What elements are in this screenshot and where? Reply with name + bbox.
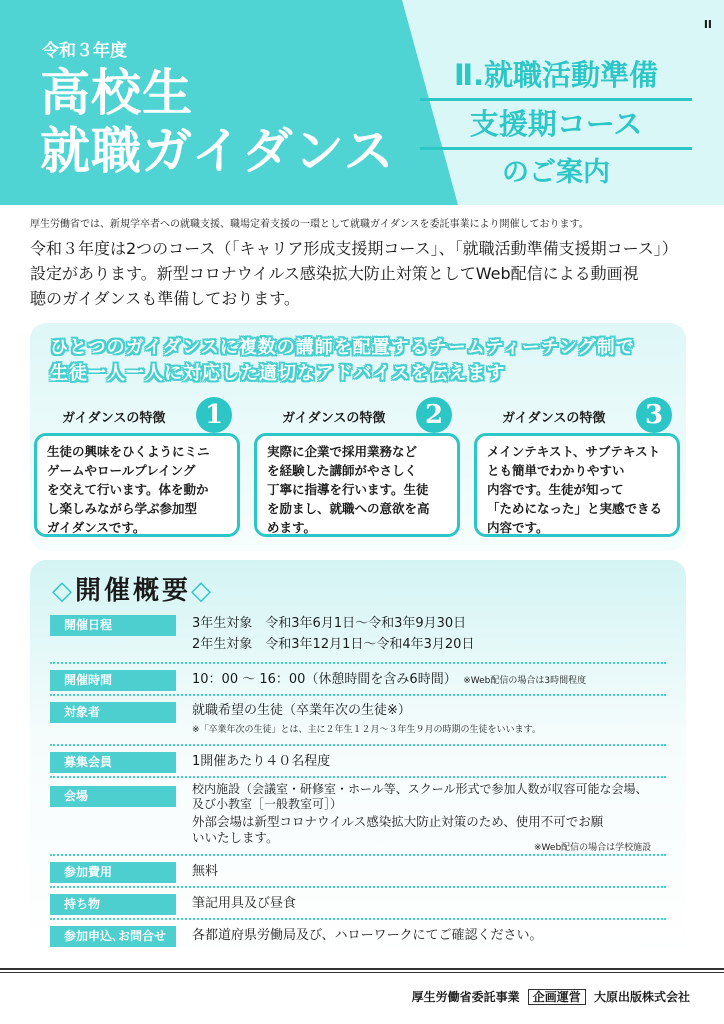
feature-text-line: 内容です。 [487,520,549,535]
overview-title [52,570,214,607]
row-label: 参加費用 [50,862,176,883]
venue-line-1: 校内施設（会議室・研修室・ホール等、スクール形式で参加人数が収容可能な会場、 [192,782,648,796]
venue-line-4: いいたします。 [192,830,279,845]
page-title [40,64,395,180]
overview-panel [30,560,686,960]
feature-description [474,433,680,537]
contact-row [50,922,666,952]
feature-text-line: 丁寧に指導を行います。生徒 [267,482,429,497]
venue-line-2: 及び小教室［一般教室可］） [192,797,343,811]
features-headline-1: ひとつのガイダンスに複数の講師を配置するチームティーチング制で [50,337,635,358]
feature-description [254,433,460,537]
feature-description [34,433,240,537]
feature-text-line: 生徒の興味をひくようにミニ [47,444,210,459]
footer-divider [0,972,724,973]
row-label: 募集会員 [50,752,176,773]
feature-text-line: めます。 [267,520,317,535]
feature-text-line: 実際に企業で採用業務など [267,444,418,459]
feature-card-3 [474,399,684,539]
overview-title-text: 開催概要 [75,576,192,606]
venue-note: ※Web配信の場合は学校施設 [534,843,652,853]
course-line-3: のご案内 [502,157,610,188]
schedule-3rd-year: 3年生対象 令和3年6月1日〜令和3年9月30日 [192,616,467,631]
venue-line-3: 外部会場は新型コロナウイルス感染拡大防止対策のため、使用不可でお願 [192,814,604,829]
target-value: 就職希望の生徒（卒業年次の生徒※） [192,703,411,718]
title-line-1: 高校生 [40,64,193,122]
feature-label: ガイダンスの特徴 [502,411,606,426]
row-label: 開催日程 [50,615,176,636]
feature-number-badge: 2 [416,397,452,433]
feature-text-line: し楽しみながら学ぶ参加型 [47,501,198,516]
row-label: 会場 [50,786,176,807]
page-number: II [703,18,712,31]
feature-text-line: を励まし、就職への意欲を高 [267,501,430,516]
feature-text-line: を交えて行います。体を動か [47,482,209,497]
venue-row [50,780,666,856]
contact-value: 各都道府県労働局及び、ハローワークにてご確認ください。 [192,928,543,943]
feature-label: ガイダンスの特徴 [282,411,386,426]
intro-line-2: 設定があります。新型コロナウイルス感染拡大防止対策としてWeb配信による動画視 [30,264,639,283]
feature-text-line: とも簡単でわかりやすい [487,463,625,478]
feature-text-line: 内容です。生徒が知って [487,482,624,497]
row-label: 対象者 [50,702,176,723]
features-headline-2: 生徒一人一人に対応した適切なアドバイスを伝えます [50,363,506,384]
course-line-1: Ⅱ.就職活動準備 [420,52,692,101]
feature-text-line: 「ためになった」と実感できる [487,501,663,516]
footer-company: 大原出版株式会社 [593,990,690,1004]
time-value [192,670,586,691]
feature-label: ガイダンスの特徴 [62,411,166,426]
year-label: 令和３年度 [42,41,127,61]
target-note: ※「卒業年次の生徒」とは、主に２年生１２月〜３年生９月の時期の生徒をいいます。 [192,725,541,735]
intro-line-1: 令和３年度は2つのコース（「キャリア形成支援期コース」、「就職活動準備支援期コース」） [30,239,678,258]
fee-value: 無料 [192,864,219,879]
feature-card-2 [254,399,464,539]
title-line-2: 就職ガイダンス [40,122,395,180]
feature-card-1 [34,399,244,539]
feature-text-line: メインテキスト、サブテキスト [487,444,661,459]
feature-number-badge: 1 [196,397,232,433]
capacity-row [50,748,666,778]
schedule-row [50,610,666,664]
intro-text [30,236,700,311]
feature-text-line: を経験した講師がやさしく [267,463,418,478]
intro-line-3: 聴のガイダンスも準備しております。 [30,289,300,308]
course-title [420,52,692,196]
feature-text-line: ガイダンスです。 [47,520,146,535]
footer-plan-label: 企画運営 [528,989,586,1005]
schedule-2nd-year: 2年生対象 令和3年12月1日〜令和4年3月20日 [192,637,475,652]
target-row [50,698,666,746]
row-label: 参加申込､お問合せ [50,926,176,947]
capacity-value: 1開催あたり４０名程度 [192,754,331,769]
intro-small-text: 厚生労働省では、新規学卒者への就職支援、職場定着支援の一環として就職ガイダンスを委託事業により開催しております。 [30,219,589,230]
footer-divider [0,968,724,970]
row-label: 開催時間 [50,670,176,691]
feature-number-badge: 3 [636,397,672,433]
time-text: 10：00 ～ 16：00（休憩時間を含み6時間） [192,672,451,687]
features-panel [30,323,686,551]
course-line-2: 支援期コース [420,101,692,150]
time-row [50,666,666,696]
items-value: 筆記用具及び昼食 [192,896,297,911]
row-label: 持ち物 [50,894,176,915]
footer [412,988,690,1005]
diamond-icon: ◇ [191,576,215,606]
features-headline [50,335,670,387]
time-note: ※Web配信の場合は3時間程度 [463,676,587,686]
items-row [50,890,666,920]
feature-text-line: ゲームやロールプレイング [47,463,196,478]
footer-sponsor: 厚生労働省委託事業 [411,990,520,1004]
fee-row [50,858,666,888]
diamond-icon: ◇ [52,576,75,606]
